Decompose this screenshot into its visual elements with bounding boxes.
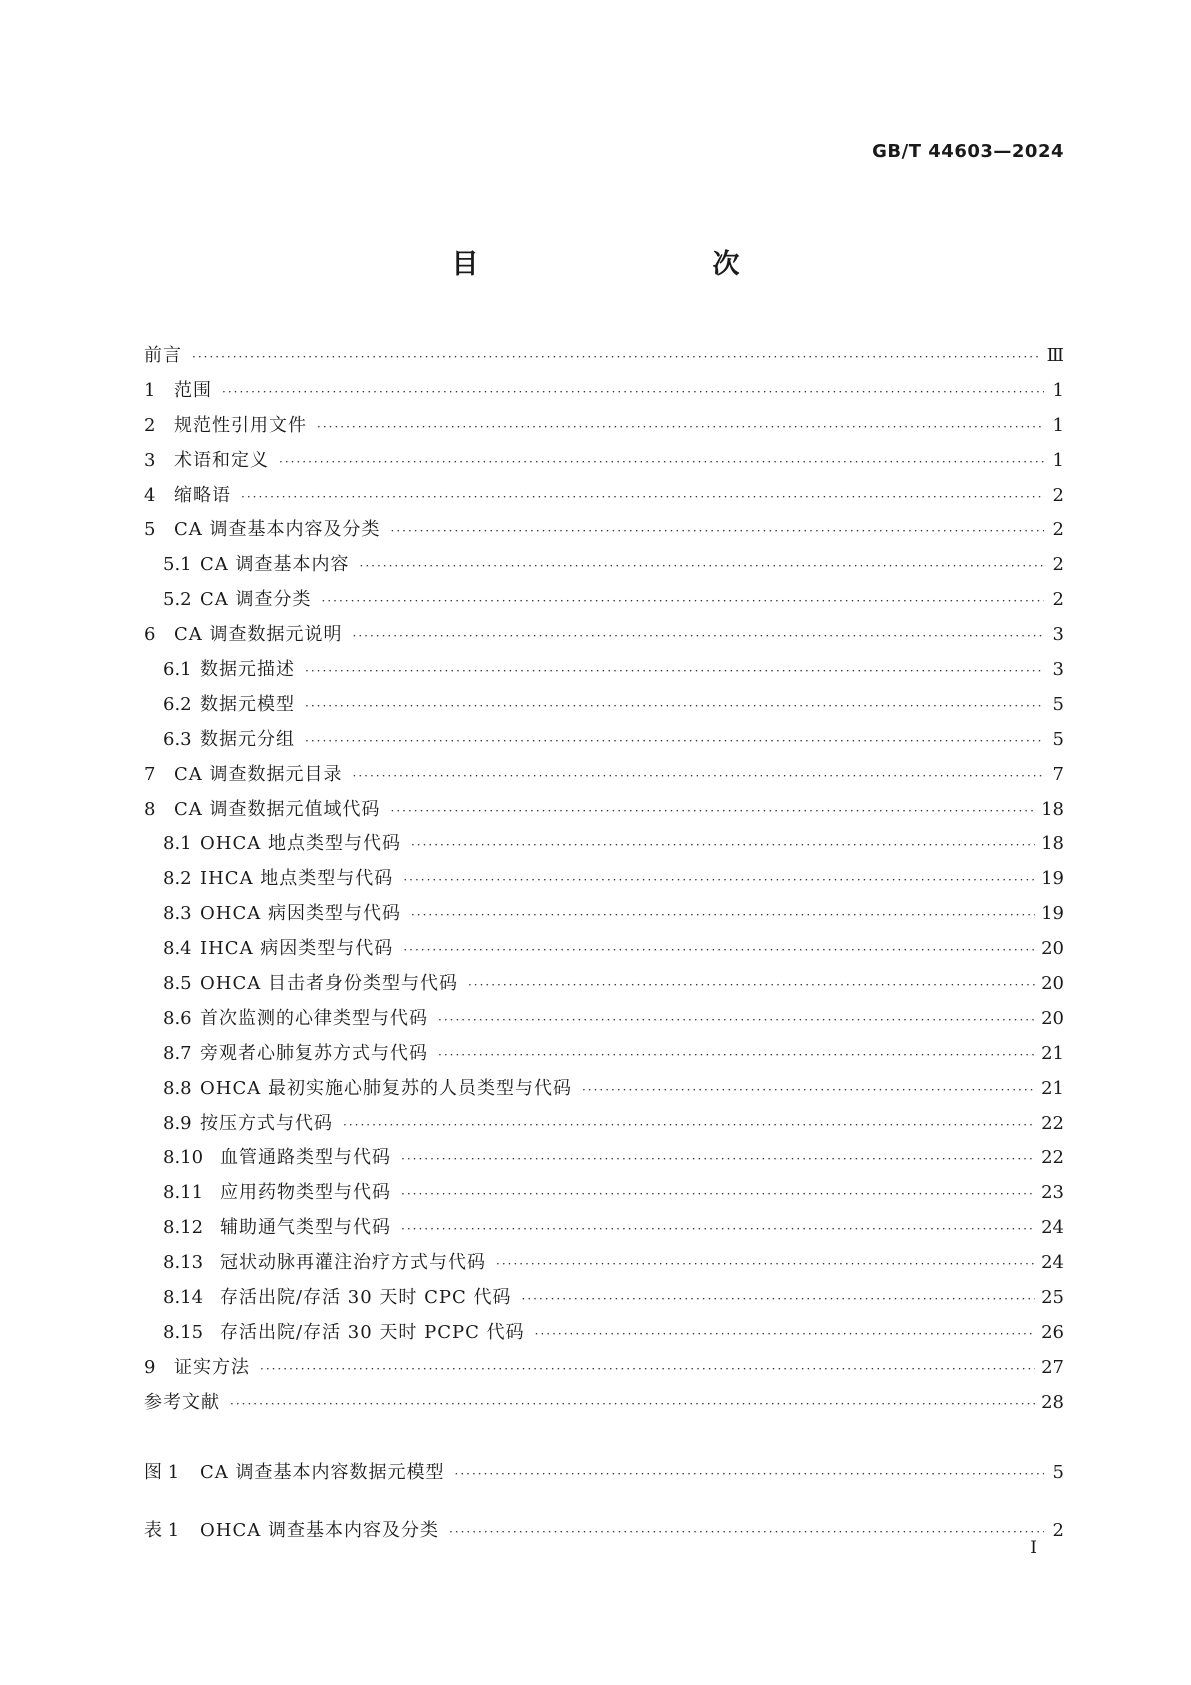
dot-leader	[360, 549, 1045, 583]
toc-entry-title: 数据元分组	[200, 728, 295, 750]
toc-entry-title: OHCA 最初实施心肺复苏的人员类型与代码	[200, 1077, 572, 1099]
toc-entry[interactable]	[144, 653, 1064, 688]
toc-entry-page: 21	[1041, 1042, 1064, 1064]
toc-entry-number: 8.14	[163, 1287, 204, 1309]
toc-entry-page: 22	[1041, 1147, 1064, 1169]
toc-entry-title: CA 调查数据元说明	[174, 624, 343, 646]
toc-entry[interactable]	[144, 583, 1064, 618]
toc-entry-page: 1	[1052, 449, 1064, 471]
dot-leader	[260, 1352, 1035, 1386]
toc-entry-page: 2	[1052, 589, 1064, 611]
toc-entry[interactable]	[144, 339, 1064, 374]
toc-entry-number: 8.11	[163, 1182, 204, 1204]
toc-entry[interactable]	[144, 1072, 1064, 1107]
toc-entry-title: 前言	[144, 345, 182, 366]
dot-leader	[391, 794, 1036, 828]
toc-entry-number: 8.13	[163, 1252, 204, 1274]
toc-entry[interactable]	[144, 513, 1064, 548]
toc-title: 目 次	[451, 249, 800, 280]
toc-entry-number: 8.15	[163, 1321, 204, 1343]
toc-entry-title: 规范性引用文件	[174, 414, 307, 436]
toc-entry-page: 7	[1052, 763, 1064, 785]
toc-entry-number: 8.4	[163, 938, 192, 960]
toc-entry[interactable]	[144, 862, 1064, 897]
toc-entry-page: 5	[1052, 728, 1064, 750]
dot-leader	[411, 898, 1035, 932]
table-of-contents	[144, 339, 1064, 1548]
toc-entry[interactable]	[144, 758, 1064, 793]
toc-entry[interactable]	[144, 1002, 1064, 1037]
toc-entry[interactable]	[144, 1281, 1064, 1316]
toc-entry-page: 26	[1041, 1321, 1064, 1343]
toc-entry-title: CA 调查分类	[200, 589, 312, 611]
dot-leader	[305, 724, 1044, 758]
toc-entry-number: 8.6	[163, 1007, 192, 1029]
toc-entry[interactable]	[144, 723, 1064, 758]
dot-leader	[305, 689, 1044, 723]
toc-entry-title: IHCA 病因类型与代码	[200, 938, 394, 960]
dot-leader	[353, 619, 1045, 653]
toc-entry[interactable]	[144, 793, 1064, 828]
toc-entry-title: 血管通路类型与代码	[220, 1147, 391, 1169]
toc-entry-page: 1	[1052, 414, 1064, 436]
page-number: I	[1030, 1538, 1037, 1558]
toc-entry-number: 6.2	[163, 693, 192, 715]
toc-entry[interactable]	[144, 1211, 1064, 1246]
toc-entry-number: 3	[144, 449, 156, 471]
toc-entry-page: 1	[1052, 379, 1064, 401]
dot-leader	[322, 584, 1045, 618]
toc-entry-page: 19	[1041, 903, 1064, 925]
dot-leader	[241, 480, 1044, 514]
toc-entry-number: 5.1	[163, 554, 192, 576]
toc-entry-page: 2	[1052, 554, 1064, 576]
toc-entry-title: 参考文献	[144, 1391, 220, 1413]
toc-entry-title: IHCA 地点类型与代码	[200, 868, 394, 890]
dot-leader	[343, 1108, 1035, 1142]
toc-entry-page: 3	[1052, 659, 1064, 681]
dot-leader	[449, 1515, 1044, 1549]
toc-entry[interactable]	[144, 1107, 1064, 1142]
toc-entry[interactable]	[144, 1037, 1064, 1072]
dot-leader	[391, 514, 1045, 548]
toc-entry-number: 8	[144, 798, 156, 820]
toc-entry-page: 21	[1041, 1077, 1064, 1099]
dot-leader	[317, 410, 1044, 444]
toc-entry[interactable]	[144, 967, 1064, 1002]
toc-entry[interactable]	[144, 897, 1064, 932]
toc-entry-title: 缩略语	[174, 484, 231, 506]
dot-leader	[192, 340, 1041, 374]
toc-entry-title: OHCA 病因类型与代码	[200, 903, 401, 925]
toc-entry[interactable]	[144, 479, 1064, 514]
toc-entry-page: 25	[1041, 1287, 1064, 1309]
figure-entry[interactable]	[144, 1456, 1064, 1491]
toc-entry[interactable]	[144, 932, 1064, 967]
toc-entry-page: 20	[1041, 973, 1064, 995]
toc-entry[interactable]	[144, 444, 1064, 479]
toc-entry-number: 8.1	[163, 833, 192, 855]
toc-entry-page: 18	[1041, 833, 1064, 855]
toc-entry-page: 27	[1041, 1356, 1064, 1378]
toc-entry-page: 19	[1041, 868, 1064, 890]
toc-entry-title: OHCA 地点类型与代码	[200, 833, 401, 855]
toc-entry-number: 4	[144, 484, 156, 506]
toc-entry-title: 冠状动脉再灌注治疗方式与代码	[220, 1252, 486, 1274]
dot-leader	[230, 1387, 1035, 1421]
toc-entries	[144, 339, 1064, 1421]
toc-entry-number: 8.2	[163, 868, 192, 890]
toc-entry-title: CA 调查基本内容数据元模型	[200, 1461, 445, 1483]
toc-entry-page: 18	[1041, 798, 1064, 820]
toc-entry-page: 24	[1041, 1252, 1064, 1274]
toc-entry-number: 8.7	[163, 1042, 192, 1064]
dot-leader	[403, 933, 1035, 967]
toc-entry-title: 存活出院/存活 30 天时 CPC 代码	[220, 1287, 512, 1309]
figure-list	[144, 1456, 1064, 1491]
dot-leader	[411, 828, 1035, 862]
toc-entry-title: CA 调查数据元目录	[174, 763, 343, 785]
toc-entry-number: 5.2	[163, 589, 192, 611]
toc-entry-number: 7	[144, 763, 156, 785]
toc-entry-title: 应用药物类型与代码	[220, 1182, 391, 1204]
toc-entry-title: 数据元模型	[200, 693, 295, 715]
toc-entry-page: 22	[1041, 1112, 1064, 1134]
toc-entry-title: CA 调查基本内容及分类	[174, 519, 381, 541]
toc-entry-page: 5	[1052, 1461, 1064, 1483]
toc-entry-page: 5	[1052, 693, 1064, 715]
dot-leader	[401, 1177, 1035, 1211]
dot-leader	[438, 1003, 1035, 1037]
dot-leader	[455, 1457, 1045, 1491]
dot-leader	[468, 968, 1035, 1002]
toc-entry-number: 2	[144, 414, 156, 436]
toc-entry-title: 辅助通气类型与代码	[220, 1217, 391, 1239]
dot-leader	[496, 1247, 1035, 1281]
toc-entry-title: 旁观者心肺复苏方式与代码	[200, 1042, 428, 1064]
toc-entry-number: 6	[144, 624, 156, 646]
toc-entry[interactable]	[144, 1316, 1064, 1351]
toc-entry-page: 2	[1052, 484, 1064, 506]
toc-entry-number: 8.10	[163, 1147, 204, 1169]
toc-entry[interactable]	[144, 618, 1064, 653]
table-entry[interactable]	[144, 1514, 1064, 1549]
toc-entry-number: 图 1	[144, 1461, 180, 1483]
section-gap	[144, 1491, 1064, 1514]
toc-entry-number: 8.8	[163, 1077, 192, 1099]
toc-entry-page: 20	[1041, 938, 1064, 960]
toc-entry[interactable]	[144, 1141, 1064, 1176]
toc-entry[interactable]	[144, 374, 1064, 409]
toc-entry-title: 范围	[174, 379, 212, 401]
toc-entry-number: 8.3	[163, 903, 192, 925]
toc-entry-page: 2	[1052, 1519, 1064, 1541]
toc-entry-number: 6.3	[163, 728, 192, 750]
dot-leader	[353, 759, 1045, 793]
toc-entry-number: 8.12	[163, 1217, 204, 1239]
toc-entry[interactable]	[144, 1246, 1064, 1281]
toc-entry-number: 1	[144, 379, 156, 401]
toc-entry-page: 28	[1041, 1391, 1064, 1413]
toc-entry-page: 20	[1041, 1007, 1064, 1029]
toc-entry-number: 表 1	[144, 1519, 180, 1541]
dot-leader	[279, 445, 1044, 479]
toc-entry-title: 首次监测的心律类型与代码	[200, 1007, 428, 1029]
dot-leader	[438, 1038, 1035, 1072]
toc-entry-number: 8.9	[163, 1112, 192, 1134]
toc-entry[interactable]	[144, 1351, 1064, 1386]
section-gap	[144, 1421, 1064, 1456]
toc-entry-title: OHCA 调查基本内容及分类	[200, 1519, 439, 1541]
toc-entry-title: 证实方法	[174, 1356, 250, 1378]
standard-code: GB/T 44603—2024	[872, 141, 1064, 162]
toc-entry-title: 数据元描述	[200, 659, 295, 681]
dot-leader	[535, 1317, 1035, 1351]
toc-entry-title: CA 调查数据元值域代码	[174, 798, 381, 820]
toc-entry[interactable]	[144, 1176, 1064, 1211]
toc-entry[interactable]	[144, 688, 1064, 723]
dot-leader	[305, 654, 1044, 688]
toc-entry-title: OHCA 目击者身份类型与代码	[200, 973, 458, 995]
toc-entry[interactable]	[144, 1386, 1064, 1421]
dot-leader	[522, 1282, 1036, 1316]
toc-entry[interactable]	[144, 827, 1064, 862]
toc-entry-number: 5	[144, 519, 156, 541]
table-list	[144, 1514, 1064, 1549]
dot-leader	[222, 375, 1044, 409]
toc-entry-page: 2	[1052, 519, 1064, 541]
toc-entry-number: 9	[144, 1356, 156, 1378]
toc-entry-page: 23	[1041, 1182, 1064, 1204]
toc-entry-page: Ⅲ	[1046, 345, 1064, 366]
toc-entry-number: 8.5	[163, 973, 192, 995]
dot-leader	[582, 1073, 1035, 1107]
dot-leader	[403, 863, 1035, 897]
dot-leader	[401, 1142, 1035, 1176]
toc-entry[interactable]	[144, 409, 1064, 444]
dot-leader	[401, 1212, 1035, 1246]
toc-entry-number: 6.1	[163, 659, 192, 681]
toc-entry-page: 24	[1041, 1217, 1064, 1239]
toc-entry-title: 术语和定义	[174, 449, 269, 471]
toc-entry[interactable]	[144, 548, 1064, 583]
toc-entry-title: 存活出院/存活 30 天时 PCPC 代码	[220, 1321, 525, 1343]
toc-entry-title: CA 调查基本内容	[200, 554, 350, 576]
toc-entry-page: 3	[1052, 624, 1064, 646]
toc-entry-title: 按压方式与代码	[200, 1112, 333, 1134]
